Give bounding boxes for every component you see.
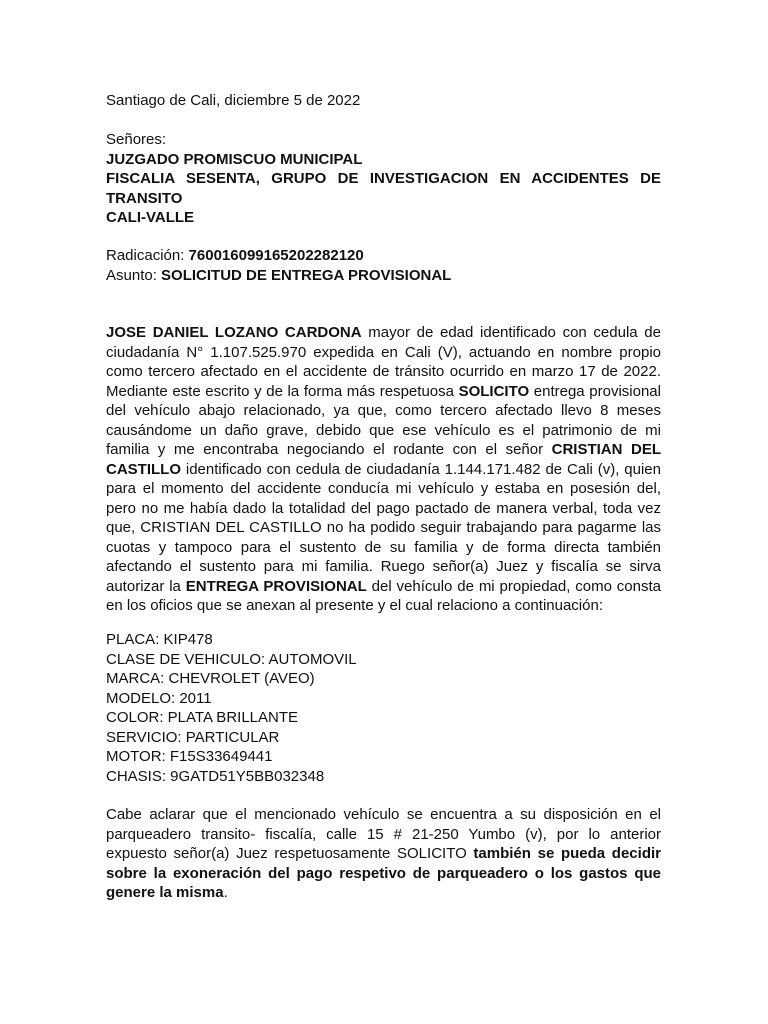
vehicle-service: SERVICIO: PARTICULAR: [106, 728, 280, 746]
closing-text: Cabe aclarar que el mencionado vehículo se encuentra a su disposición en el parqueadero transito- fiscalía, calle 15 # 21-250 Yumbo (v), por lo anterior expuesto señor(a) Juez respetuosamente SOLICITO: [106, 806, 661, 862]
asunto-label: Asunto:: [106, 266, 162, 284]
asunto-line: [106, 266, 661, 286]
date-line: Santiago de Cali, diciembre 5 de 2022: [106, 92, 361, 109]
body-text-1: mayor de edad identificado con cedula de ciudadanía N° 1.107.525.970 expedida en Cali (V), actuando en nombre propio como tercero afectado en el accidente de tránsito ocurrido en marzo 17 de 2022. Mediante este escrito y de la forma más respetuosa: [106, 324, 661, 400]
vehicle-details: [106, 630, 661, 786]
asunto-value: SOLICITUD DE ENTREGA PROVISIONAL: [161, 266, 452, 284]
vehicle-motor: MOTOR: F15S33649441: [106, 748, 273, 765]
body-text-2: entrega provisional del vehículo abajo relacionado, ya que, como tercero afectado llevo 8 meses causándome un daño grave, debido que ese vehículo es el patrimonio de mi familia y me encontraba negociando el rodante con el señor: [106, 382, 661, 458]
closing-bold-request: también se pueda decidir sobre la exoneración del pago respetivo de parqueadero o los gastos que genere la misma: [106, 845, 661, 901]
petitioner-name: JOSE DANIEL LOZANO CARDONA: [106, 324, 362, 341]
vehicle-plate: PLACA: KIP478: [106, 631, 213, 648]
vehicle-brand: MARCA: CHEVROLET (AVEO): [106, 670, 315, 687]
closing-period: .: [223, 884, 228, 901]
vehicle-chassis: CHASIS: 9GATD51Y5BB032348: [106, 767, 325, 785]
recipients-block: [106, 130, 661, 228]
salutation: Señores:: [106, 131, 167, 148]
recipient-court: JUZGADO PROMISCUO MUNICIPAL: [106, 150, 363, 168]
body-paragraph: [106, 323, 661, 616]
body-text-3: identificado con cedula de ciudadanía 1.144.171.482 de Cali (v), quien para el momento del accidente conducía mi vehículo y estaba en posesión del, pero no me había dado la totalidad del pago pactado de manera verbal, toda vez que, CRISTIAN DEL CASTILLO no ha podido seguir trabajando para pagarme las cuotas y tampoco para el sustento de su familia y de forma directa también afectando el sustento para mi familia. Ruego señor(a) Juez y fiscalía se sirva autorizar la: [106, 460, 661, 595]
radicacion-value: 760016099165202282120: [188, 247, 364, 264]
closing-paragraph: [106, 805, 661, 903]
recipient-fiscalia: FISCALIA SESENTA, GRUPO DE INVESTIGACION EN ACCIDENTES DE TRANSITO: [106, 170, 661, 207]
radicacion-label: Radicación:: [106, 247, 189, 264]
driver-name: CRISTIAN DEL CASTILLO: [106, 441, 661, 478]
vehicle-class: CLASE DE VEHICULO: AUTOMOVIL: [106, 650, 357, 668]
vehicle-model: MODELO: 2011: [106, 689, 212, 707]
radicacion-line: [106, 246, 661, 266]
entrega-emphasis: ENTREGA PROVISIONAL: [185, 577, 367, 595]
recipient-city: CALI-VALLE: [106, 209, 195, 226]
reference-block: [106, 246, 661, 285]
vehicle-color: COLOR: PLATA BRILLANTE: [106, 709, 299, 726]
solicito-emphasis: SOLICITO: [458, 382, 530, 400]
body-text-4: del vehículo de mi propiedad, como consta en los oficios que se anexan al presente y el cual relaciono a continuación:: [106, 577, 662, 614]
